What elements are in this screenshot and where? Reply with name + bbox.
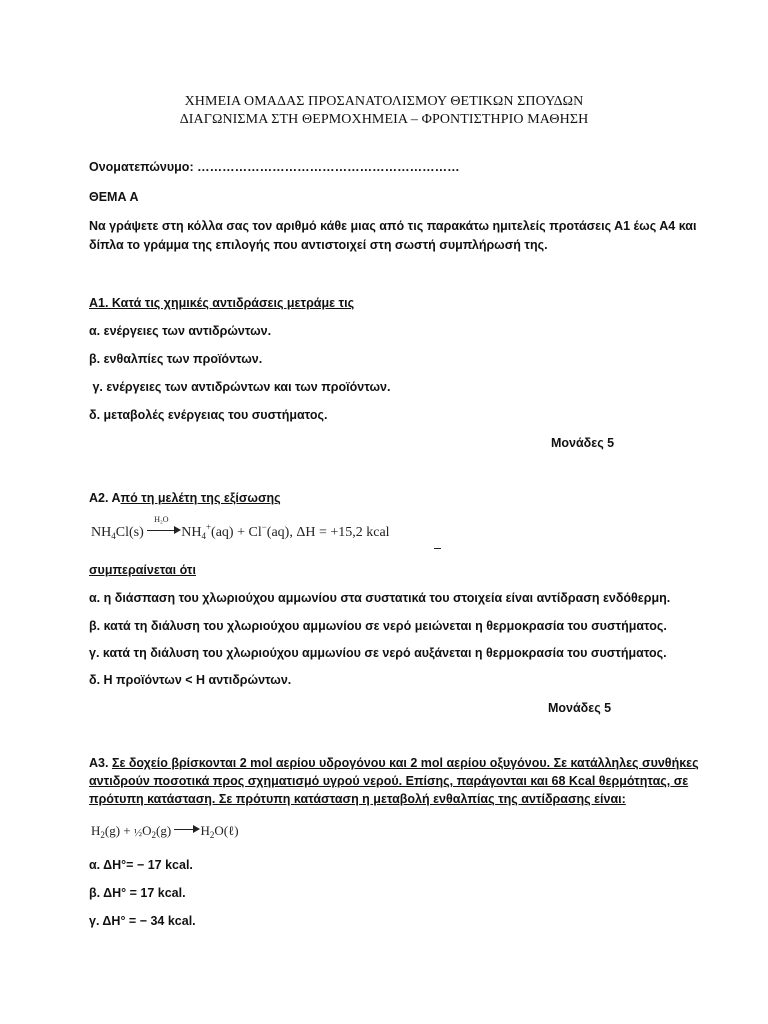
a3-equation [91, 822, 239, 840]
a1-option-d: δ. μεταβολές ενέργειας του συστήματος. [89, 408, 328, 422]
a2-option-b: β. κατά τη διάλυση του χλωριούχου αμμωνίου σε νερό μειώνεται η θερμοκρασία του συστήματος. [89, 619, 667, 633]
a2-eq-reactant-sub: 4 [111, 531, 116, 541]
a2-question-rest: πό τη μελέτη της εξίσωσης [120, 491, 281, 505]
a2-question-prefix: Α2. Α [89, 491, 121, 505]
a3-line3: πρότυπη κατάσταση. Σε πρότυπη κατάσταση η μεταβολή ενθαλπίας της αντίδρασης είναι: [89, 792, 626, 806]
a3-option-c: γ. ΔΗ° = − 34 kcal. [89, 914, 196, 928]
a1-option-a: α. ενέργειες των αντιδρώντων. [89, 324, 272, 338]
header-title-line2: ΔΙΑΓΩΝΙΣΜΑ ΣΤΗ ΘΕΡΜΟΧΗΜΕΙΑ – ΦΡΟΝΤΙΣΤΗΡΙΟ ΜΑΘΗΣΗ [179, 112, 589, 127]
a3-label: Α3. [89, 756, 112, 770]
name-field-line: Ονοματεπώνυμο: ……………………………………………………… [89, 160, 460, 174]
a3-line1-text: Σε δοχείο βρίσκονται 2 mol αερίου υδρογόνου και 2 mol αερίου οξυγόνου. Σε κατάλληλες συνθήκες [111, 756, 699, 770]
a3-option-a: α. ΔΗ°= − 17 kcal. [89, 858, 193, 872]
a3-eq-o2: O [142, 823, 152, 838]
a2-conclusion: συμπεραίνεται ότι [89, 563, 196, 577]
dash-mark [434, 548, 441, 549]
a1-option-c: γ. ενέργειες των αντιδρώντων και των προϊόντων. [89, 380, 391, 394]
reaction-arrow-icon [147, 515, 181, 537]
a2-eq-arrow-label: H₂O [154, 515, 169, 524]
a3-eq-h2-sub: 2 [100, 830, 105, 840]
a3-eq-h2o-tail: O(ℓ) [214, 823, 239, 838]
a3-eq-o2-sub: 2 [151, 830, 157, 840]
reaction-arrow-icon [174, 822, 200, 836]
instructions-line1: Να γράψετε στη κόλλα σας τον αριθμό κάθε μιας από τις παρακάτω ημιτελείς προτάσεις Α1 έως Α4 και [89, 219, 697, 233]
a2-eq-product1-sub: 4 [201, 531, 206, 541]
a1-question: Α1. Κατά τις χημικές αντιδράσεις μετράμε τις [89, 296, 355, 310]
instructions-line2: δίπλα το γράμμα της επιλογής που αντιστοιχεί στη σωστή συμπλήρωσή της. [89, 238, 548, 252]
header-title-line1: ΧΗΜΕΙΑ ΟΜΑΔΑΣ ΠΡΟΣΑΝΑΤΟΛΙΣΜΟΥ ΘΕΤΙΚΩΝ ΣΠΟΥΔΩΝ [184, 94, 584, 109]
a2-eq-reactant-tail: Cl(s) [115, 525, 144, 540]
a1-points: Μονάδες 5 [551, 436, 615, 450]
a3-eq-h2: H [91, 823, 101, 838]
a2-option-d: δ. Η προϊόντων < Η αντιδρώντων. [89, 673, 292, 687]
a2-equation [91, 515, 390, 541]
a3-eq-h2o: H [200, 823, 210, 838]
a3-option-b: β. ΔΗ° = 17 kcal. [89, 886, 186, 900]
a3-eq-o2-tail: (g) [156, 823, 172, 838]
a2-points: Μονάδες 5 [548, 701, 612, 715]
a2-eq-reactant: NH [91, 525, 112, 540]
section-heading: ΘΕΜΑ Α [89, 190, 139, 204]
a2-option-a: α. η διάσπαση του χλωριούχου αμμωνίου στα συστατικά του στοιχεία είναι αντίδραση ενδόθερμη. [89, 591, 671, 605]
a2-question [89, 491, 281, 505]
a3-eq-fraction: ½ [133, 827, 143, 839]
a3-eq-h2-tail: (g) + [104, 823, 134, 838]
a2-eq-product1-tail: (aq) + Cl [211, 525, 262, 540]
a3-line1 [89, 756, 699, 770]
a2-eq-product2-sup: − [261, 522, 267, 532]
a3-eq-h2o-sub: 2 [209, 830, 215, 840]
a1-option-b: β. ενθαλπίες των προϊόντων. [89, 352, 263, 366]
a2-option-c: γ. κατά τη διάλυση του χλωριούχου αμμωνίου σε νερό αυξάνεται η θερμοκρασία του συστήματος. [89, 646, 667, 660]
a3-line2: αντιδρούν ποσοτικά προς σχηματισμό υγρού νερού. Επίσης, παράγονται και 68 Kcal θερμότητας, σε [89, 774, 689, 788]
a2-eq-product2-tail: (aq), ΔH = +15,2 kcal [266, 525, 390, 540]
a2-eq-product1-sup: + [205, 522, 212, 532]
a2-eq-product1: NH [181, 525, 202, 540]
